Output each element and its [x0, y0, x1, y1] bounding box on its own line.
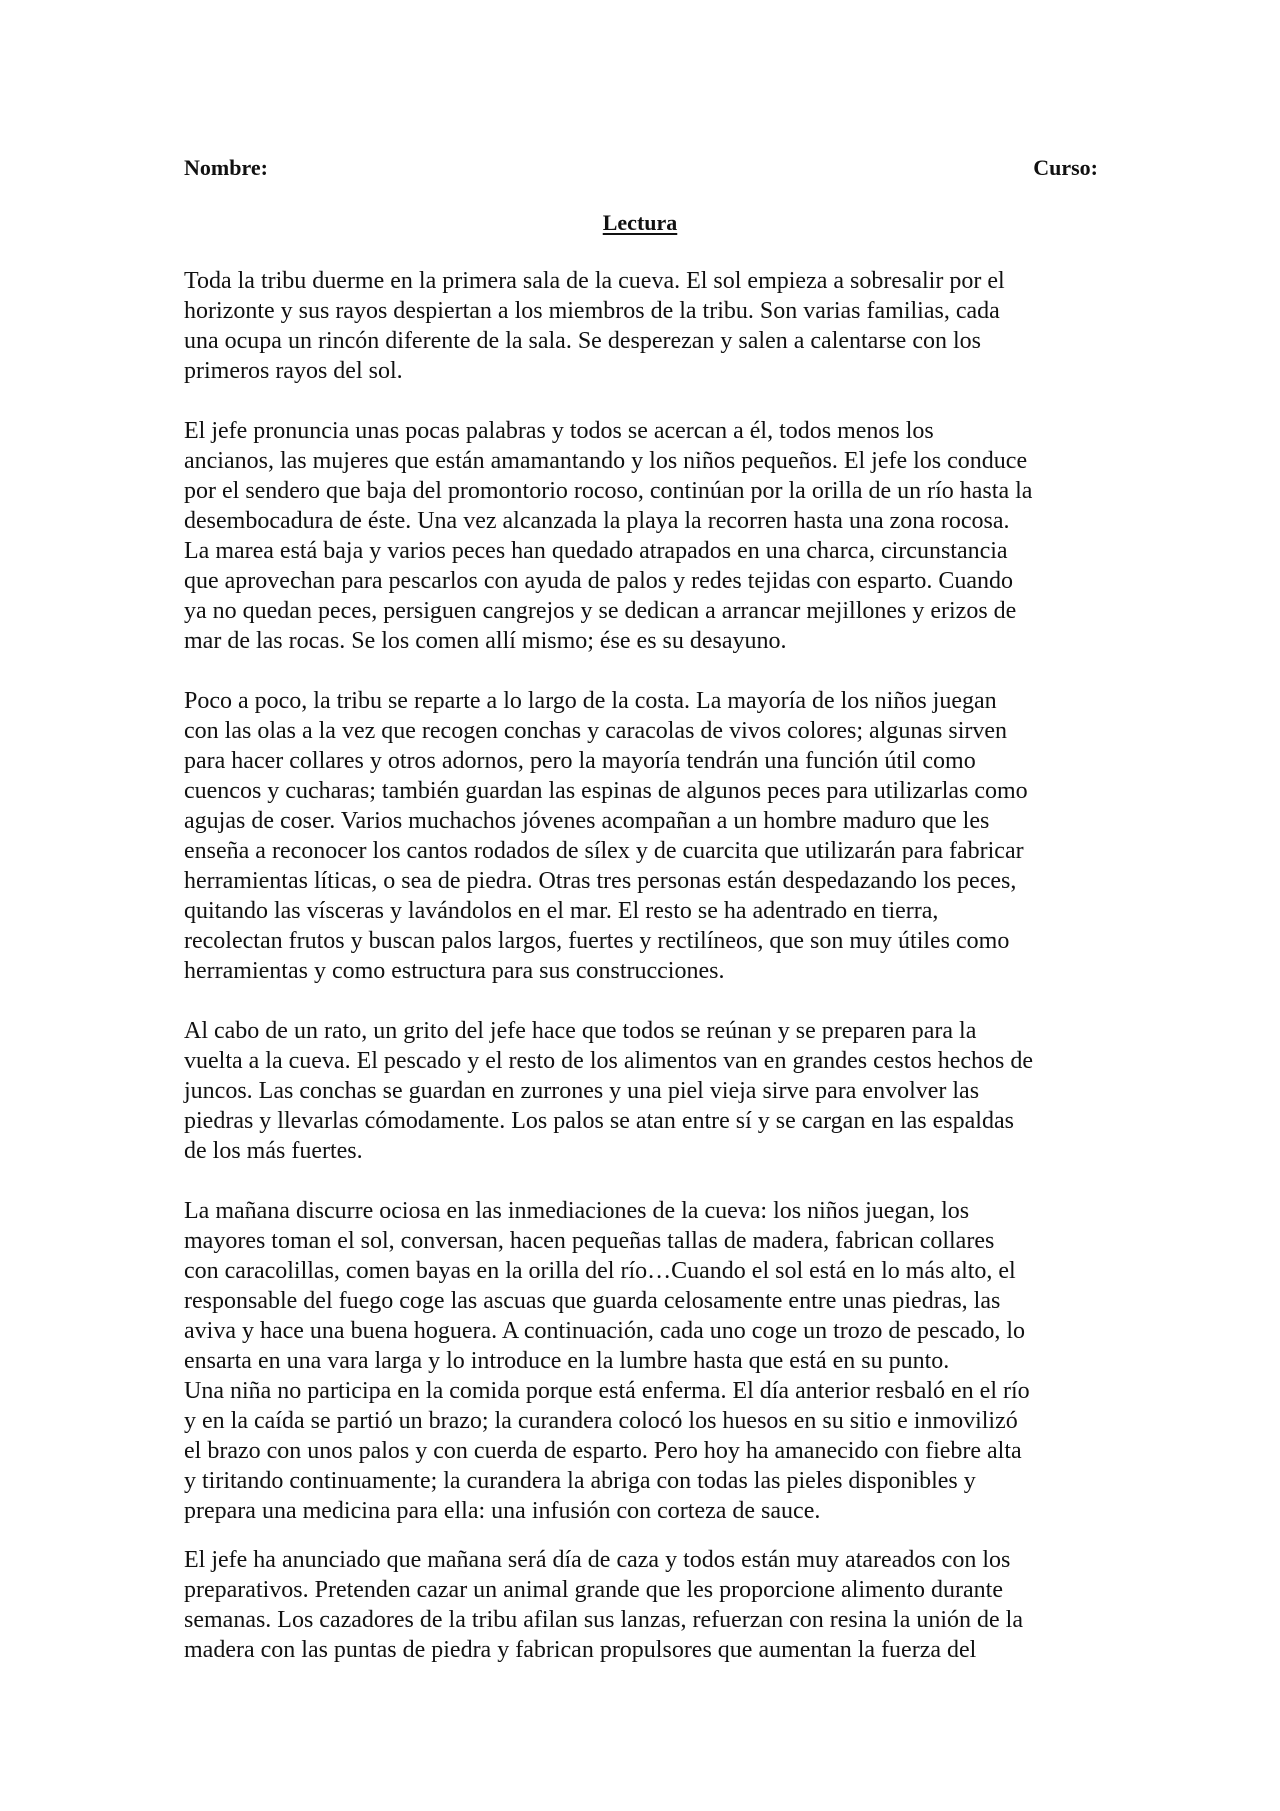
text-line: el brazo con unos palos y con cuerda de esparto. Pero hoy ha amanecido con fiebre alta	[184, 1438, 1022, 1464]
text-line: primeros rayos del sol.	[184, 358, 403, 384]
text-line: aviva y hace una buena hoguera. A continuación, cada uno coge un trozo de pescado, lo	[184, 1318, 1026, 1344]
paragraph-gap	[184, 1166, 1114, 1196]
text-line: El jefe pronuncia unas pocas palabras y todos se acercan a él, todos menos los	[184, 418, 934, 444]
paragraph-gap	[184, 1526, 1114, 1545]
text-line: horizonte y sus rayos despiertan a los miembros de la tribu. Son varias familias, cada	[184, 298, 1000, 324]
text-line: vuelta a la cueva. El pescado y el resto de los alimentos van en grandes cestos hechos de	[184, 1048, 1034, 1074]
text-line: semanas. Los cazadores de la tribu afilan sus lanzas, refuerzan con resina la unión de la	[184, 1607, 1023, 1633]
paragraph-2	[184, 416, 1114, 656]
text-line: recolectan frutos y buscan palos largos, fuertes y rectilíneos, que son muy útiles como	[184, 928, 1010, 954]
paragraph-1	[184, 266, 1114, 386]
text-line: prepara una medicina para ella: una infusión con corteza de sauce.	[184, 1498, 821, 1524]
text-line: Una niña no participa en la comida porque está enferma. El día anterior resbaló en el río	[184, 1378, 1030, 1404]
text-line: que aprovechan para pescarlos con ayuda de palos y redes tejidas con esparto. Cuando	[184, 568, 1014, 594]
paragraph-4	[184, 1016, 1114, 1166]
text-line: La marea está baja y varios peces han quedado atrapados en una charca, circunstancia	[184, 538, 1008, 564]
text-line: responsable del fuego coge las ascuas que guarda celosamente entre unas piedras, las	[184, 1288, 1001, 1314]
text-line: agujas de coser. Varios muchachos jóvenes acompañan a un hombre maduro que les	[184, 808, 990, 834]
text-line: mayores toman el sol, conversan, hacen pequeñas tallas de madera, fabrican collares	[184, 1228, 995, 1254]
text-line: con las olas a la vez que recogen conchas y caracolas de vivos colores; algunas sirven	[184, 718, 1008, 744]
paragraph-3	[184, 686, 1114, 986]
text-line: El jefe ha anunciado que mañana será día de caza y todos están muy atareados con los	[184, 1547, 1011, 1573]
text-line: cuencos y cucharas; también guardan las espinas de algunos peces para utilizarlas como	[184, 778, 1028, 804]
text-line: ensarta en una vara larga y lo introduce en la lumbre hasta que está en su punto.	[184, 1348, 950, 1374]
header-row	[184, 153, 1098, 183]
text-line: quitando las vísceras y lavándolos en el mar. El resto se ha adentrado en tierra,	[184, 898, 939, 924]
text-line: madera con las puntas de piedra y fabrican propulsores que aumentan la fuerza del	[184, 1637, 977, 1663]
text-line: herramientas y como estructura para sus construcciones.	[184, 958, 725, 984]
paragraph-gap	[184, 386, 1114, 416]
text-line: Al cabo de un rato, un grito del jefe hace que todos se reúnan y se preparen para la	[184, 1018, 977, 1044]
text-line: con caracolillas, comen bayas en la orilla del río…Cuando el sol está en lo más alto, el	[184, 1258, 1016, 1284]
paragraph-gap	[184, 656, 1114, 686]
text-line: una ocupa un rincón diferente de la sala. Se desperezan y salen a calentarse con los	[184, 328, 981, 354]
text-line: herramientas líticas, o sea de piedra. Otras tres personas están despedazando los peces,	[184, 868, 1017, 894]
text-line: juncos. Las conchas se guardan en zurrones y una piel vieja sirve para envolver las	[184, 1078, 980, 1104]
paragraph-6	[184, 1545, 1114, 1665]
text-line: y tiritando continuamente; la curandera la abriga con todas las pieles disponibles y	[184, 1468, 976, 1494]
text-line: Poco a poco, la tribu se reparte a lo largo de la costa. La mayoría de los niños juegan	[184, 688, 997, 714]
text-line: Toda la tribu duerme en la primera sala de la cueva. El sol empieza a sobresalir por el	[184, 268, 1005, 294]
paragraph-5	[184, 1196, 1114, 1526]
text-line: de los más fuertes.	[184, 1138, 363, 1164]
text-line: y en la caída se partió un brazo; la curandera colocó los huesos en su sitio e inmovilizó	[184, 1408, 1018, 1434]
text-line: desembocadura de éste. Una vez alcanzada la playa la recorren hasta una zona rocosa.	[184, 508, 1010, 534]
text-line: ancianos, las mujeres que están amamantando y los niños pequeños. El jefe los conduce	[184, 448, 1028, 474]
paragraph-gap	[184, 986, 1114, 1016]
text-line: La mañana discurre ociosa en las inmediaciones de la cueva: los niños juegan, los	[184, 1198, 970, 1224]
text-line: para hacer collares y otros adornos, pero la mayoría tendrán una función útil como	[184, 748, 976, 774]
text-line: ya no quedan peces, persiguen cangrejos y se dedican a arrancar mejillones y erizos de	[184, 598, 1017, 624]
text-line: enseña a reconocer los cantos rodados de sílex y de cuarcita que utilizarán para fabricar	[184, 838, 1024, 864]
text-line: mar de las rocas. Se los comen allí mismo; ése es su desayuno.	[184, 628, 787, 654]
text-line: por el sendero que baja del promontorio rocoso, continúan por la orilla de un río hasta la	[184, 478, 1033, 504]
text-line: piedras y llevarlas cómodamente. Los palos se atan entre sí y se cargan en las espaldas	[184, 1108, 1014, 1134]
document-title: Lectura	[602, 210, 678, 235]
reading-body	[184, 266, 1114, 1665]
text-line: preparativos. Pretenden cazar un animal grande que les proporcione alimento durante	[184, 1577, 1003, 1603]
name-label: Nombre:	[184, 155, 268, 180]
course-label: Curso:	[1033, 155, 1098, 180]
